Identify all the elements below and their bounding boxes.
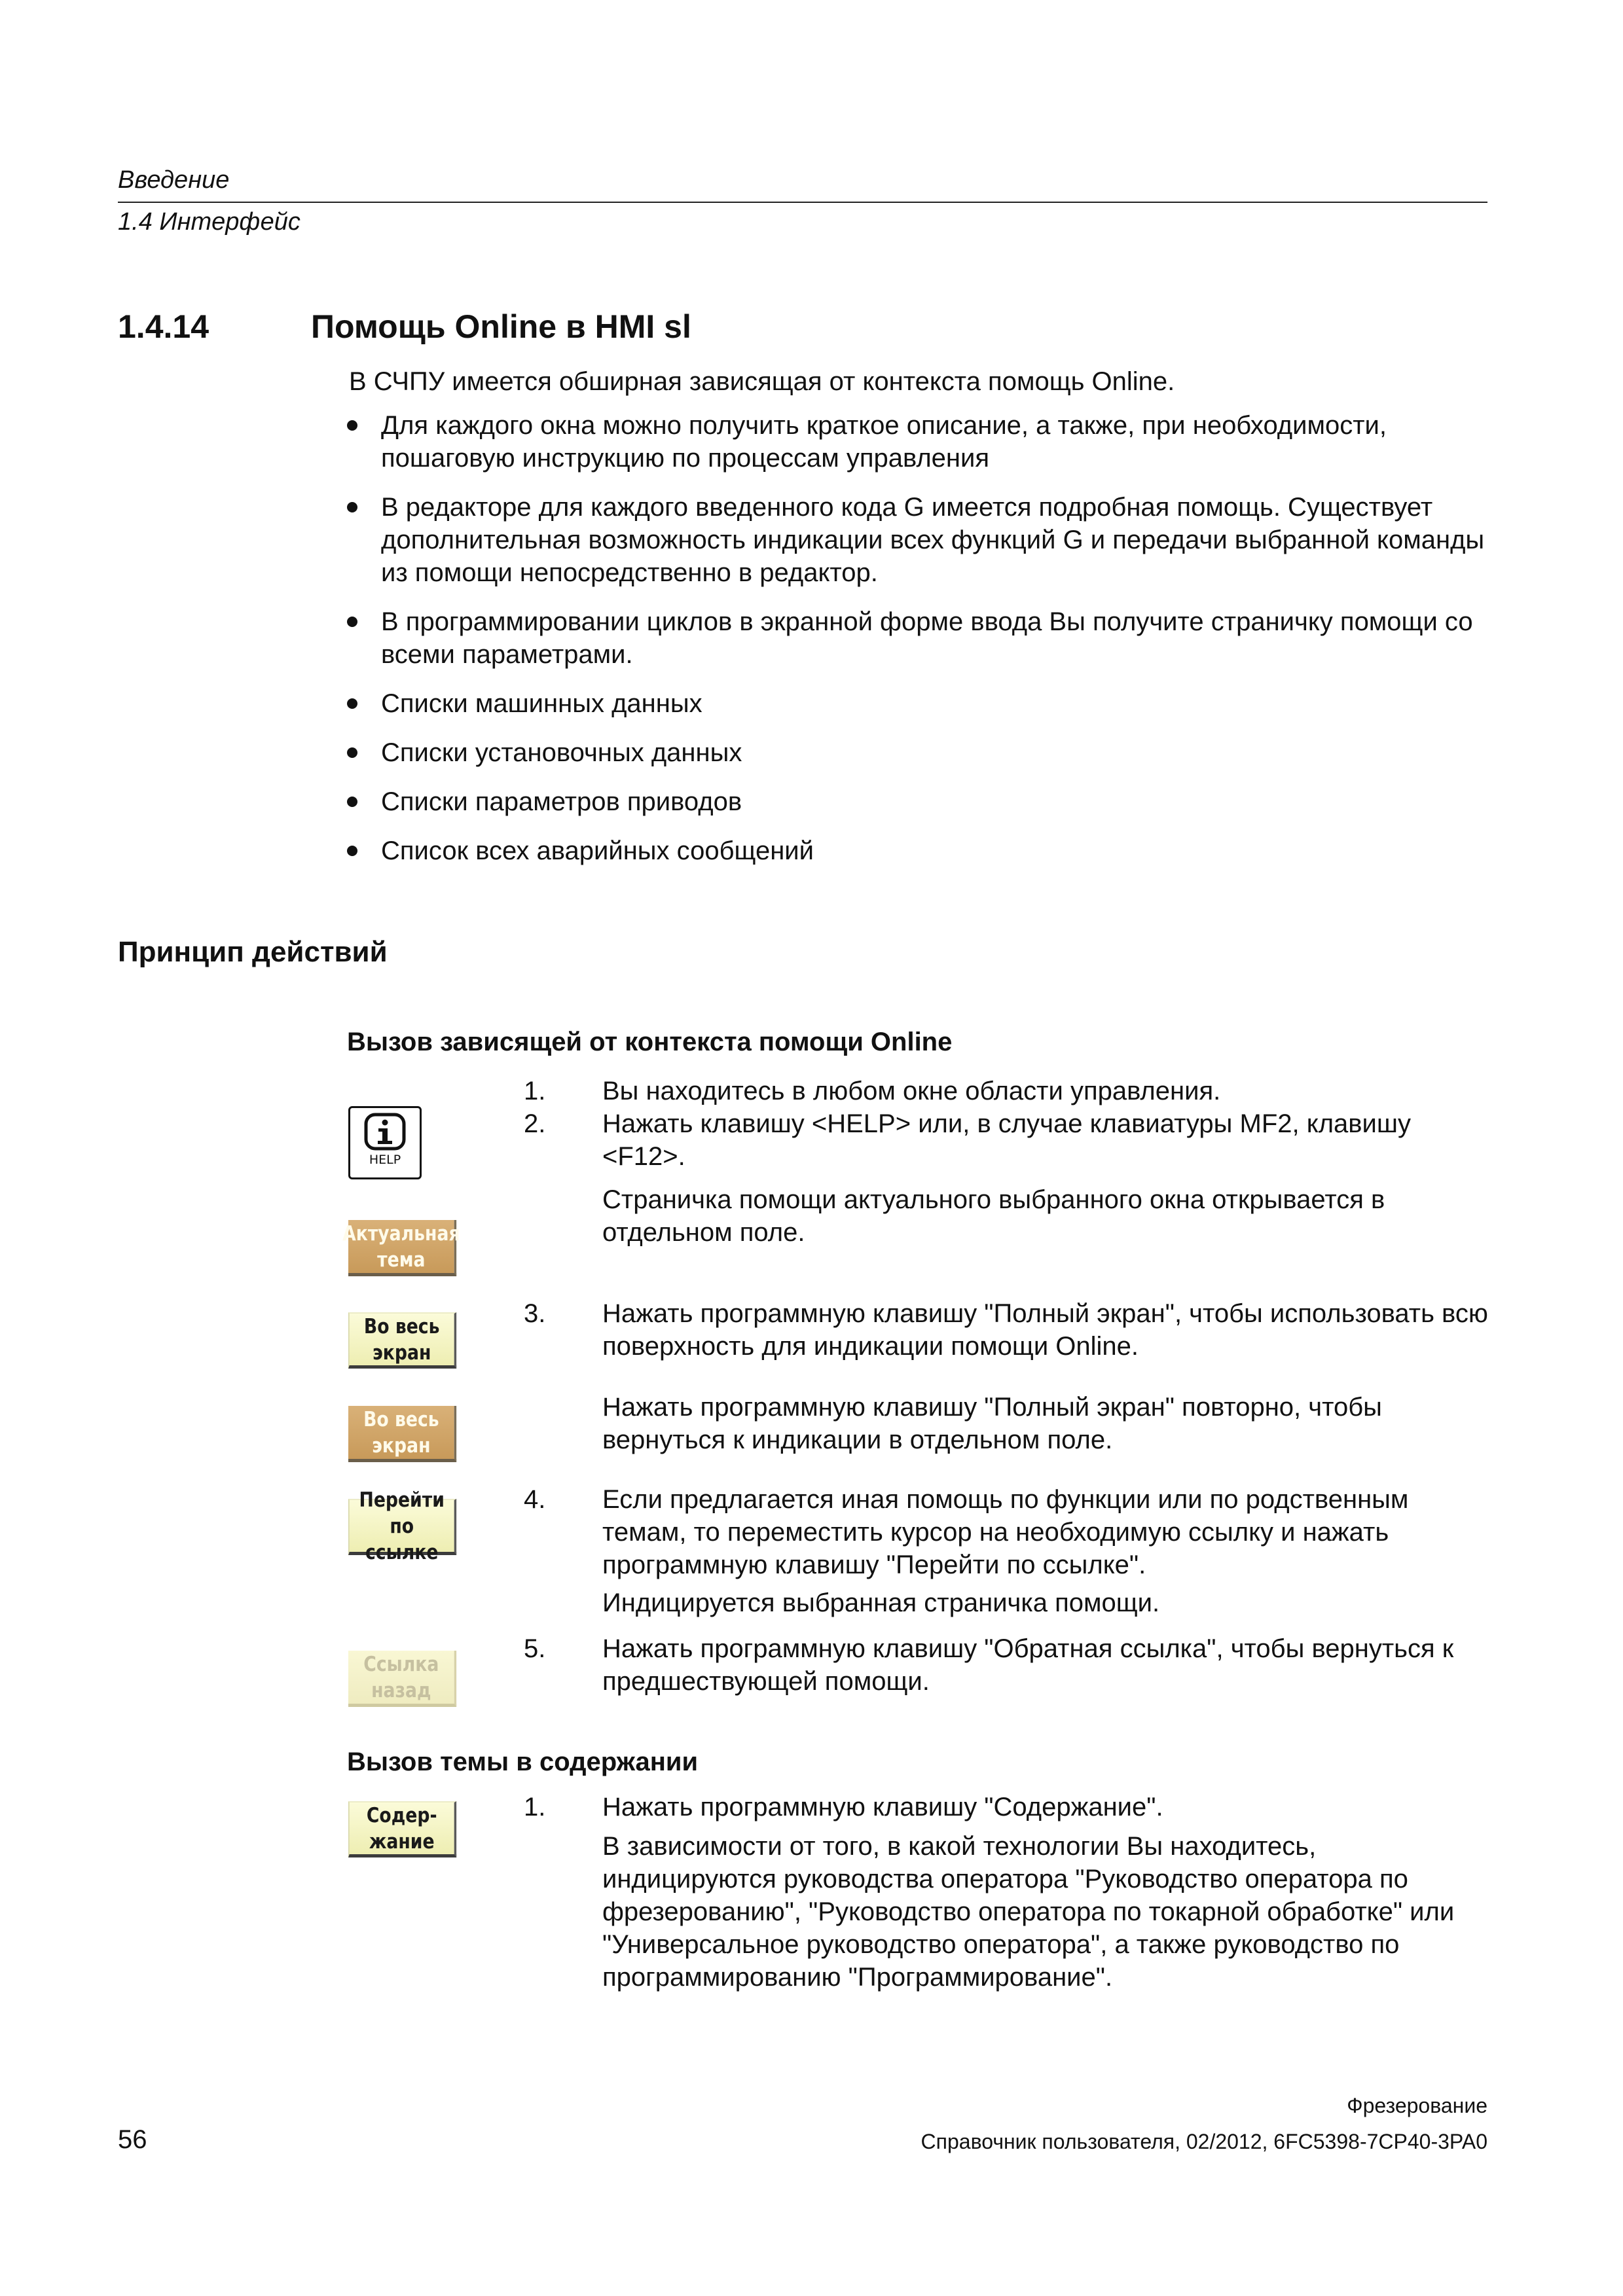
header-rule <box>118 202 1487 203</box>
step-number: 2. <box>524 1109 546 1138</box>
step-text: Нажать программную клавишу "Полный экран", чтобы использовать всю поверхность для индикации помощи Online. <box>602 1299 1488 1361</box>
step-text: Вы находитесь в любом окне области управления. <box>602 1077 1221 1105</box>
bullet-icon <box>347 846 357 856</box>
section-title: Помощь Online в HMI sl <box>311 308 691 345</box>
bullet-icon <box>347 747 357 758</box>
bullet-icon <box>347 698 357 709</box>
step-number: 1. <box>524 1793 546 1821</box>
bullet-icon <box>347 617 357 627</box>
list-item: В редакторе для каждого введенного кода G имеется подробная помощь. Существует дополнительная возможность индикации всех функций G и передачи выбранной команды из помощи непосредственно в редактор. <box>340 491 1493 589</box>
follow-link-softkey[interactable]: Перейти по ссылке <box>348 1499 456 1555</box>
fullscreen-softkey[interactable]: Во весь экран <box>348 1312 456 1369</box>
list-item: Списки параметров приводов <box>340 785 1493 818</box>
step-note: В зависимости от того, в какой технологии Вы находитесь, индицируются руководства оператора "Руководство оператора по фрезерованию", "Руководство оператора по токарной обработке" или "Универсальное руководство оператора", а также руководство по программированию "Программирование". <box>602 1832 1455 1992</box>
feature-list <box>340 409 1493 884</box>
section-number: 1.4.14 <box>118 308 210 345</box>
principle-heading: Принцип действий <box>118 936 388 968</box>
list-item: Списки установочных данных <box>340 736 1493 769</box>
bullet-icon <box>347 502 357 512</box>
procedure-heading: Вызов зависящей от контекста помощи Online <box>347 1028 953 1056</box>
list-item: В программировании циклов в экранной форме ввода Вы получите страничку помощи со всеми параметрами. <box>340 605 1493 671</box>
step-note: Страничка помощи актуального выбранного окна открывается в отдельном поле. <box>602 1185 1385 1247</box>
list-item: Для каждого окна можно получить краткое описание, а также, при необходимости, пошаговую инструкцию по процессам управления <box>340 409 1493 475</box>
step-note: Индицируется выбранная страничка помощи. <box>602 1588 1160 1617</box>
page-number: 56 <box>118 2125 147 2154</box>
back-link-softkey[interactable]: Ссылка назад <box>348 1651 456 1707</box>
step-text: Нажать программную клавишу "Обратная ссылка", чтобы вернуться к предшествующей помощи. <box>602 1634 1454 1696</box>
contents-softkey[interactable]: Содер- жание <box>348 1801 456 1857</box>
step-note: Нажать программную клавишу "Полный экран" повторно, чтобы вернуться к индикации в отдельном поле. <box>602 1393 1382 1454</box>
step-text: Нажать программную клавишу "Содержание". <box>602 1793 1163 1821</box>
help-key[interactable] <box>348 1106 422 1179</box>
footer-doc-ref: Справочник пользователя, 02/2012, 6FC5398-7CP40-3PA0 <box>921 2130 1487 2153</box>
bullet-icon <box>347 797 357 807</box>
list-item: Список всех аварийных сообщений <box>340 834 1493 867</box>
step-number: 4. <box>524 1485 546 1514</box>
step-text: Нажать клавишу <HELP> или, в случае клавиатуры MF2, клавишу <F12>. <box>602 1109 1411 1171</box>
section-intro: В СЧПУ имеется обширная зависящая от контекста помощь Online. <box>349 367 1175 396</box>
running-header-section: 1.4 Интерфейс <box>118 208 301 236</box>
procedure-heading: Вызов темы в содержании <box>347 1748 699 1776</box>
bullet-icon <box>347 420 357 431</box>
info-icon <box>350 1108 420 1177</box>
step-number: 3. <box>524 1299 546 1328</box>
running-header-chapter: Введение <box>118 166 230 194</box>
step-number: 1. <box>524 1077 546 1105</box>
fullscreen-softkey-pressed[interactable]: Во весь экран <box>348 1406 456 1462</box>
footer-product: Фрезерование <box>1347 2094 1487 2117</box>
list-item: Списки машинных данных <box>340 687 1493 720</box>
step-number: 5. <box>524 1634 546 1663</box>
step-text: Если предлагается иная помощь по функции или по родственным темам, то переместить курсор на необходимую ссылку и нажать программную клавишу "Перейти по ссылке". <box>602 1485 1409 1579</box>
help-key-label: HELP <box>369 1153 401 1167</box>
current-topic-softkey[interactable]: Актуальная тема <box>348 1220 456 1276</box>
